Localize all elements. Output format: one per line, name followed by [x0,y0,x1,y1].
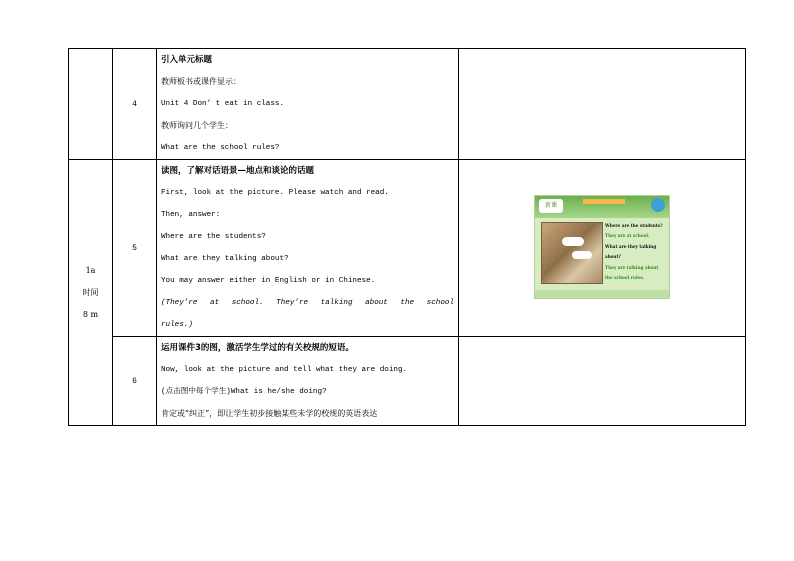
slide-answer: They are talking about [605,265,659,270]
media-cell-empty [459,49,746,160]
activity-cell [157,160,459,337]
media-cell-empty [459,337,746,426]
activity-cell [157,337,459,426]
activity-line: 教师板书或课件显示： [161,77,241,86]
courseware-slide-image [534,195,670,299]
slide-question: Where are the students? [605,223,663,228]
slide-answer: the school rules. [605,275,645,280]
slide-ribbon [583,199,625,204]
step-number: 6 [113,337,157,426]
media-cell [459,160,746,337]
activity-line: Now, look at the picture and tell what they are doing. [161,366,408,374]
duration-label: 8 m [82,309,99,319]
slide-badge-icon [651,198,665,212]
activity-cell [157,49,459,160]
answer-line: rules.) [161,321,193,329]
table-row [69,160,746,337]
classroom-picture [541,222,603,284]
table-row [69,49,746,160]
activity-line: Where are the students? [161,233,266,241]
time-label: 时间 [82,287,99,297]
slide-logo: 新课 [539,199,563,213]
step-number: 4 [113,49,157,160]
step-number: 5 [113,160,157,337]
table-row [69,337,746,426]
activity-line: Then, answer: [161,211,221,219]
activity-line: 肯定或“纠正”，即让学生初步接触某些未学的校规的英语表达 [161,409,378,418]
activity-line: Unit 4 Don’ t eat in class. [161,100,285,108]
slide-answer: They are at school. [605,233,650,238]
slide-footer-bar [535,290,669,298]
slide-question: about? [605,254,621,259]
section-cell [69,160,113,426]
lesson-plan-table [68,48,746,426]
speech-bubble [562,237,584,246]
activity-line: What are the school rules? [161,144,280,152]
activity-heading: 运用课件3的图，激活学生学过的有关校规的短语。 [161,343,354,353]
activity-heading: 读图，了解对话语景—地点和谈论的话题 [161,166,315,176]
activity-line: You may answer either in English or in Chinese. [161,277,376,285]
answer-line: (They’re at school. They’re talking about the school [161,299,454,307]
slide-question: What are they talking [605,244,657,249]
activity-line: What are they talking about? [161,255,289,263]
section-label: 1a [85,265,96,275]
activity-line: 教师询问几个学生： [161,121,233,130]
speech-bubble [572,251,592,259]
section-cell-empty [69,49,113,160]
activity-line: (点击图中每个学生)What is he/she doing? [161,388,327,396]
activity-line: First, look at the picture. Please watch and read. [161,189,389,197]
activity-heading: 引入单元标题 [161,55,213,65]
